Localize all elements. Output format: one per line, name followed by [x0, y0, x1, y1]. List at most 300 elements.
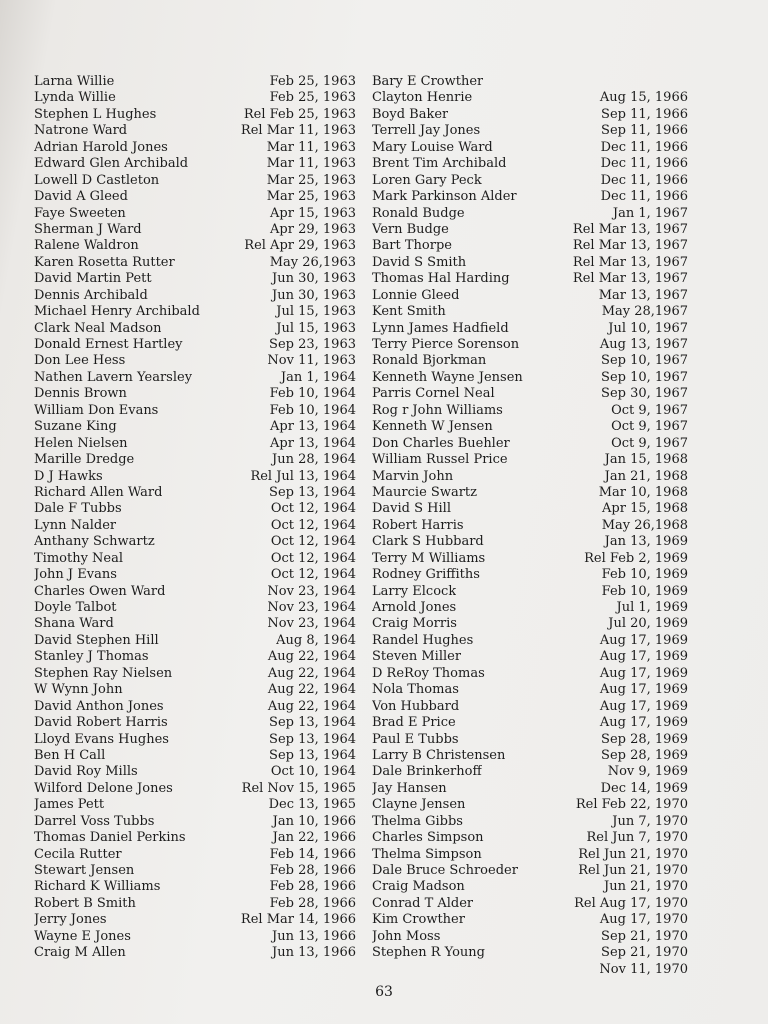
list-item — [34, 337, 356, 353]
entry-name: Wayne E Jones — [34, 928, 131, 944]
list-item — [372, 518, 688, 534]
list-item — [34, 830, 356, 846]
entry-date: Rel Aug 17, 1970 — [574, 895, 688, 911]
entry-name: Faye Sweeten — [34, 205, 126, 221]
entry-name: Conrad T Alder — [372, 895, 474, 911]
entry-name: Kenneth Wayne Jensen — [372, 369, 523, 385]
entry-date: May 26,1968 — [601, 517, 688, 533]
entry-date: Jan 1, 1967 — [612, 205, 688, 221]
entry-date: Aug 17, 1970 — [599, 912, 688, 928]
entry-date: Aug 15, 1966 — [599, 90, 688, 106]
list-item — [34, 255, 356, 271]
entry-date: Sep 21, 1970 — [601, 928, 688, 944]
entry-date: Sep 13, 1964 — [269, 747, 356, 763]
list-item — [34, 633, 356, 649]
entry-name: Charles Owen Ward — [34, 583, 166, 599]
entry-date: Aug 22, 1964 — [267, 682, 356, 698]
entry-name: David Anthon Jones — [34, 698, 164, 714]
list-item — [372, 945, 688, 961]
entry-date: Feb 10, 1964 — [269, 402, 356, 418]
list-item — [372, 534, 688, 550]
entry-date: Jan 1, 1964 — [280, 369, 356, 385]
entry-name: Larry B Christensen — [372, 747, 506, 763]
entry-name: Dale Brinkerhoff — [372, 764, 482, 780]
entry-date: Nov 11, 1970 — [599, 961, 688, 977]
entry-name: Stephen L Hughes — [34, 106, 157, 122]
entry-name: Charles Simpson — [372, 830, 484, 846]
entry-name: Clayton Henrie — [372, 90, 473, 106]
entry-name: Suzane King — [34, 419, 117, 435]
list-item — [372, 616, 688, 632]
entry-name: Paul E Tubbs — [372, 731, 459, 747]
list-item — [372, 255, 688, 271]
entry-name: Kim Crowther — [372, 912, 465, 928]
list-item — [34, 748, 356, 764]
list-item — [372, 353, 688, 369]
list-item — [372, 238, 688, 254]
entry-name: Marille Dredge — [34, 452, 135, 468]
entry-date: Sep 10, 1967 — [601, 369, 688, 385]
entry-name: Dale F Tubbs — [34, 501, 122, 517]
list-item — [34, 173, 356, 189]
entry-date: Rel Mar 11, 1963 — [240, 123, 356, 139]
entry-date: Feb 28, 1966 — [269, 879, 356, 895]
entry-name: Sherman J Ward — [34, 221, 142, 237]
entry-name: David Martin Pett — [34, 271, 152, 287]
entry-name: Cecila Rutter — [34, 846, 122, 862]
entry-name: Lynn James Hadfield — [372, 320, 509, 336]
entry-name: Jerry Jones — [34, 912, 107, 928]
entry-name: Kenneth W Jensen — [372, 419, 493, 435]
entry-name: Thelma Simpson — [372, 846, 482, 862]
entry-name: Craig Morris — [372, 616, 457, 632]
entry-date: Sep 30, 1967 — [601, 386, 688, 402]
list-item — [372, 271, 688, 287]
entry-date: Jan 22, 1966 — [272, 830, 356, 846]
entry-name: D ReRoy Thomas — [372, 665, 485, 681]
entry-date: Rel Mar 13, 1967 — [572, 254, 688, 270]
list-item — [34, 452, 356, 468]
list-item — [372, 682, 688, 698]
entry-name: David S Hill — [372, 501, 451, 517]
list-item — [34, 584, 356, 600]
entry-name: Anthany Schwartz — [34, 534, 155, 550]
list-item — [34, 90, 356, 106]
entry-date: Feb 10, 1969 — [601, 583, 688, 599]
entry-name: Richard K Williams — [34, 879, 161, 895]
list-item — [372, 189, 688, 205]
entry-name: Steven Miller — [372, 649, 462, 665]
entry-name: John Moss — [372, 928, 441, 944]
entry-date: Dec 11, 1966 — [600, 172, 688, 188]
entry-date: Nov 23, 1964 — [267, 583, 356, 599]
list-item — [372, 649, 688, 665]
list-item — [372, 879, 688, 895]
entry-date: Aug 17, 1969 — [599, 682, 688, 698]
entry-date: Jun 7, 1970 — [612, 813, 688, 829]
list-item — [34, 732, 356, 748]
entry-date: Jul 10, 1967 — [608, 320, 688, 336]
entry-date: Dec 11, 1966 — [600, 189, 688, 205]
entry-date: Apr 15, 1963 — [270, 205, 356, 221]
list-item — [34, 222, 356, 238]
list-item — [34, 189, 356, 205]
list-item — [34, 945, 356, 961]
list-item — [372, 321, 688, 337]
entry-name: Stewart Jensen — [34, 863, 135, 878]
entry-date: Nov 23, 1964 — [267, 616, 356, 632]
entry-date: Mar 25, 1963 — [266, 172, 356, 188]
entry-name: Don Lee Hess — [34, 353, 126, 369]
entry-name: David Robert Harris — [34, 715, 168, 731]
entry-name: Craig Madson — [372, 879, 465, 895]
list-item — [34, 781, 356, 797]
list-item — [372, 633, 688, 649]
entry-date: Feb 10, 1964 — [269, 386, 356, 402]
entry-name: Doyle Talbot — [34, 600, 117, 615]
list-item — [372, 107, 688, 123]
list-item — [372, 74, 688, 90]
entry-name: Rog r John Williams — [372, 402, 503, 418]
entry-date: May 26,1963 — [269, 254, 356, 270]
entry-name: Von Hubbard — [372, 698, 460, 714]
list-item — [34, 353, 356, 369]
entry-name: Dennis Brown — [34, 386, 127, 402]
entry-name: Ben H Call — [34, 747, 106, 763]
entry-date: Sep 10, 1967 — [601, 353, 688, 369]
entry-date: Jun 13, 1966 — [272, 928, 356, 944]
left-column — [34, 74, 356, 962]
list-item — [34, 288, 356, 304]
entry-name: Clark S Hubbard — [372, 534, 484, 550]
entry-name: Brent Tim Archibald — [372, 156, 507, 172]
entry-name: Thelma Gibbs — [372, 813, 463, 829]
list-item — [372, 781, 688, 797]
entry-date: Jan 13, 1969 — [604, 534, 688, 550]
list-item — [372, 584, 688, 600]
list-item — [372, 206, 688, 222]
list-item — [34, 403, 356, 419]
entry-date: Oct 9, 1967 — [611, 402, 688, 418]
entry-date: Nov 9, 1969 — [607, 764, 688, 780]
entry-name: Ralene Waldron — [34, 238, 139, 254]
list-item — [34, 518, 356, 534]
list-item — [372, 912, 688, 928]
entry-name: Marvin John — [372, 468, 454, 484]
entry-date: Oct 9, 1967 — [611, 419, 688, 435]
list-item — [34, 485, 356, 501]
list-item — [372, 551, 688, 567]
list-item — [34, 107, 356, 123]
list-item — [372, 123, 688, 139]
entry-name: John J Evans — [34, 567, 117, 583]
list-item — [372, 929, 688, 945]
entry-date: Oct 12, 1964 — [270, 567, 356, 583]
list-item — [34, 140, 356, 156]
list-item — [34, 551, 356, 567]
list-item — [372, 814, 688, 830]
entry-date: Oct 12, 1964 — [270, 550, 356, 566]
list-item — [372, 715, 688, 731]
entry-name: William Russel Price — [372, 452, 508, 468]
entry-date: Aug 17, 1969 — [599, 665, 688, 681]
list-item — [34, 206, 356, 222]
entry-name: Shana Ward — [34, 616, 114, 632]
entry-date: Jul 15, 1963 — [276, 320, 356, 336]
entry-name: Karen Rosetta Rutter — [34, 254, 175, 270]
entry-name: Edward Glen Archibald — [34, 156, 189, 172]
entry-date: Mar 13, 1967 — [598, 287, 688, 303]
list-item — [34, 616, 356, 632]
entry-date: Rel Mar 13, 1967 — [572, 238, 688, 254]
list-item — [34, 321, 356, 337]
entry-date: Oct 12, 1964 — [270, 517, 356, 533]
entry-date: Sep 11, 1966 — [601, 123, 688, 139]
entry-name: Rodney Griffiths — [372, 567, 480, 583]
list-item — [34, 419, 356, 435]
list-item — [34, 238, 356, 254]
entry-name: Boyd Baker — [372, 106, 449, 122]
list-item — [34, 896, 356, 912]
entry-name: Helen Nielsen — [34, 435, 128, 451]
list-item — [372, 173, 688, 189]
list-item — [372, 140, 688, 156]
list-item — [34, 156, 356, 172]
entry-name: Dale Bruce Schroeder — [372, 863, 518, 878]
entry-name: Kent Smith — [372, 304, 446, 320]
entry-name: James Pett — [34, 797, 105, 813]
list-item — [372, 288, 688, 304]
entry-date: Oct 12, 1964 — [270, 534, 356, 550]
list-item — [372, 403, 688, 419]
list-item — [372, 732, 688, 748]
entry-date: Aug 13, 1967 — [599, 337, 688, 352]
page-number: 63 — [375, 984, 393, 1000]
entry-name: Lonnie Gleed — [372, 287, 460, 303]
entry-date: Rel Nov 15, 1965 — [241, 780, 356, 796]
list-item — [372, 896, 688, 912]
list-item — [372, 797, 688, 813]
entry-date: Jan 10, 1966 — [272, 813, 356, 829]
entry-name: Stephen Ray Nielsen — [34, 665, 173, 681]
list-item — [372, 436, 688, 452]
entry-name: Ronald Bjorkman — [372, 353, 487, 369]
entry-name: Mark Parkinson Alder — [372, 189, 517, 205]
entry-date: Aug 22, 1964 — [267, 665, 356, 681]
list-item — [372, 748, 688, 764]
entry-name: Bart Thorpe — [372, 238, 452, 254]
entry-name: Terrell Jay Jones — [372, 123, 481, 139]
entry-date: Jun 13, 1966 — [272, 945, 356, 961]
list-item — [372, 764, 688, 780]
entry-date: Jan 15, 1968 — [604, 452, 688, 468]
entry-name: Robert Harris — [372, 517, 464, 533]
entry-date: Mar 10, 1968 — [598, 484, 688, 500]
entry-date: Rel Feb 2, 1969 — [584, 550, 688, 566]
entry-name: Lynda Willie — [34, 90, 116, 106]
entry-date: Jun 30, 1963 — [272, 287, 356, 303]
list-item — [372, 222, 688, 238]
list-item — [34, 304, 356, 320]
entry-date: Dec 13, 1965 — [268, 797, 356, 813]
list-item — [34, 682, 356, 698]
entry-name: Maurcie Swartz — [372, 484, 477, 500]
entry-date: Aug 22, 1964 — [267, 698, 356, 714]
list-item — [34, 797, 356, 813]
entry-date: Mar 25, 1963 — [266, 189, 356, 205]
list-item — [372, 370, 688, 386]
list-item — [34, 534, 356, 550]
entry-name: Dennis Archibald — [34, 287, 148, 303]
entry-date: Sep 28, 1969 — [601, 731, 688, 747]
entry-date: Nov 23, 1964 — [267, 600, 356, 615]
list-item — [34, 123, 356, 139]
list-item — [372, 830, 688, 846]
entry-name: Clayne Jensen — [372, 797, 466, 813]
entry-name: Clark Neal Madson — [34, 320, 162, 336]
entry-date: Dec 11, 1966 — [600, 156, 688, 172]
entry-name: Lloyd Evans Hughes — [34, 731, 169, 747]
entry-name: Arnold Jones — [372, 600, 457, 615]
entry-name: Nathen Lavern Yearsley — [34, 369, 193, 385]
entry-name: Stanley J Thomas — [34, 649, 149, 665]
entry-date: Jun 30, 1963 — [272, 271, 356, 287]
entry-date: Rel Jul 13, 1964 — [250, 468, 356, 484]
list-item — [34, 814, 356, 830]
entry-name: Mary Louise Ward — [372, 139, 493, 155]
entry-name: Don Charles Buehler — [372, 435, 510, 451]
entry-date: Rel Feb 22, 1970 — [575, 797, 688, 813]
entry-name: Thomas Hal Harding — [372, 271, 510, 287]
list-item — [372, 419, 688, 435]
list-item — [372, 469, 688, 485]
entry-date: Oct 10, 1964 — [270, 764, 356, 780]
entry-name: Randel Hughes — [372, 632, 474, 648]
entry-name: Adrian Harold Jones — [34, 139, 168, 155]
entry-name: Brad E Price — [372, 715, 456, 731]
entry-date: Dec 14, 1969 — [600, 780, 688, 796]
entry-name: William Don Evans — [34, 402, 159, 418]
entry-date: Rel Mar 13, 1967 — [572, 271, 688, 287]
entry-name: Nola Thomas — [372, 682, 459, 698]
entry-date: Rel Jun 21, 1970 — [578, 863, 688, 878]
entry-date: May 28,1967 — [601, 304, 688, 320]
list-item — [372, 962, 688, 978]
entry-date: Rel Jun 21, 1970 — [578, 846, 688, 862]
entry-name: Lynn Nalder — [34, 517, 117, 533]
entry-date: Jun 21, 1970 — [604, 879, 688, 895]
entry-date: Feb 28, 1966 — [269, 863, 356, 878]
entry-date: Sep 21, 1970 — [601, 945, 688, 961]
entry-name: Larna Willie — [34, 74, 115, 89]
entry-date: Dec 11, 1966 — [600, 139, 688, 155]
entry-date: Sep 13, 1964 — [269, 484, 356, 500]
list-item — [372, 337, 688, 353]
list-item — [34, 567, 356, 583]
entry-date: Jan 21, 1968 — [604, 468, 688, 484]
entry-date: Feb 14, 1966 — [269, 846, 356, 862]
list-item — [372, 501, 688, 517]
entry-name: Thomas Daniel Perkins — [34, 830, 186, 846]
entry-name: Robert B Smith — [34, 895, 136, 911]
entry-date: Aug 17, 1969 — [599, 649, 688, 665]
list-item — [372, 156, 688, 172]
entry-date: Feb 25, 1963 — [269, 74, 356, 89]
entry-date: Jul 1, 1969 — [616, 600, 688, 615]
entry-name: Ronald Budge — [372, 205, 465, 221]
entry-date: Rel Mar 14, 1966 — [240, 912, 356, 928]
list-item — [372, 600, 688, 616]
entry-name: Lowell D Castleton — [34, 172, 160, 188]
list-item — [34, 715, 356, 731]
entry-date: Rel Jun 7, 1970 — [586, 830, 688, 846]
entry-date: Apr 29, 1963 — [270, 221, 356, 237]
list-item — [372, 863, 688, 879]
entry-date: Sep 11, 1966 — [601, 106, 688, 122]
list-item — [34, 501, 356, 517]
list-item — [34, 469, 356, 485]
entry-date: Mar 11, 1963 — [266, 139, 356, 155]
entry-date: Jul 15, 1963 — [276, 304, 356, 320]
entry-date: Sep 13, 1964 — [269, 731, 356, 747]
entry-name: Timothy Neal — [34, 550, 124, 566]
list-item — [34, 699, 356, 715]
entry-name: David S Smith — [372, 254, 467, 270]
entry-name: Natrone Ward — [34, 123, 128, 139]
entry-name: Bary E Crowther — [372, 74, 484, 89]
entry-date: Feb 28, 1966 — [269, 895, 356, 911]
entry-date: Oct 9, 1967 — [611, 435, 688, 451]
list-item — [372, 847, 688, 863]
list-item — [34, 666, 356, 682]
entry-date: Feb 10, 1969 — [601, 567, 688, 583]
entry-name: Wilford Delone Jones — [34, 780, 173, 796]
list-item — [372, 567, 688, 583]
entry-date: Aug 8, 1964 — [276, 632, 356, 648]
entry-date: Sep 23, 1963 — [269, 337, 356, 352]
entry-name: Terry Pierce Sorenson — [372, 337, 520, 352]
entry-date: Rel Mar 13, 1967 — [572, 221, 688, 237]
entry-date: Rel Feb 25, 1963 — [243, 106, 356, 122]
entry-date: Aug 22, 1964 — [267, 649, 356, 665]
list-item — [372, 485, 688, 501]
entry-name: Terry M Williams — [372, 550, 486, 566]
list-item — [34, 863, 356, 879]
entry-date: Apr 13, 1964 — [270, 419, 356, 435]
list-item — [34, 74, 356, 90]
list-item — [34, 847, 356, 863]
list-item — [34, 929, 356, 945]
entry-name: Darrel Voss Tubbs — [34, 813, 155, 829]
list-item — [34, 879, 356, 895]
list-item — [34, 386, 356, 402]
entry-name: David Stephen Hill — [34, 632, 159, 648]
list-item — [372, 90, 688, 106]
entry-name: W Wynn John — [34, 682, 123, 698]
list-item — [34, 912, 356, 928]
list-item — [34, 436, 356, 452]
right-column — [372, 74, 688, 978]
entry-name: Vern Budge — [372, 221, 449, 237]
entry-date: Rel Apr 29, 1963 — [244, 238, 356, 254]
entry-date: Aug 17, 1969 — [599, 715, 688, 731]
entry-date: Sep 28, 1969 — [601, 747, 688, 763]
entry-date: Mar 11, 1963 — [266, 156, 356, 172]
entry-name: Parris Cornel Neal — [372, 386, 495, 402]
entry-name: D J Hawks — [34, 468, 103, 484]
list-item — [372, 452, 688, 468]
list-item — [372, 386, 688, 402]
